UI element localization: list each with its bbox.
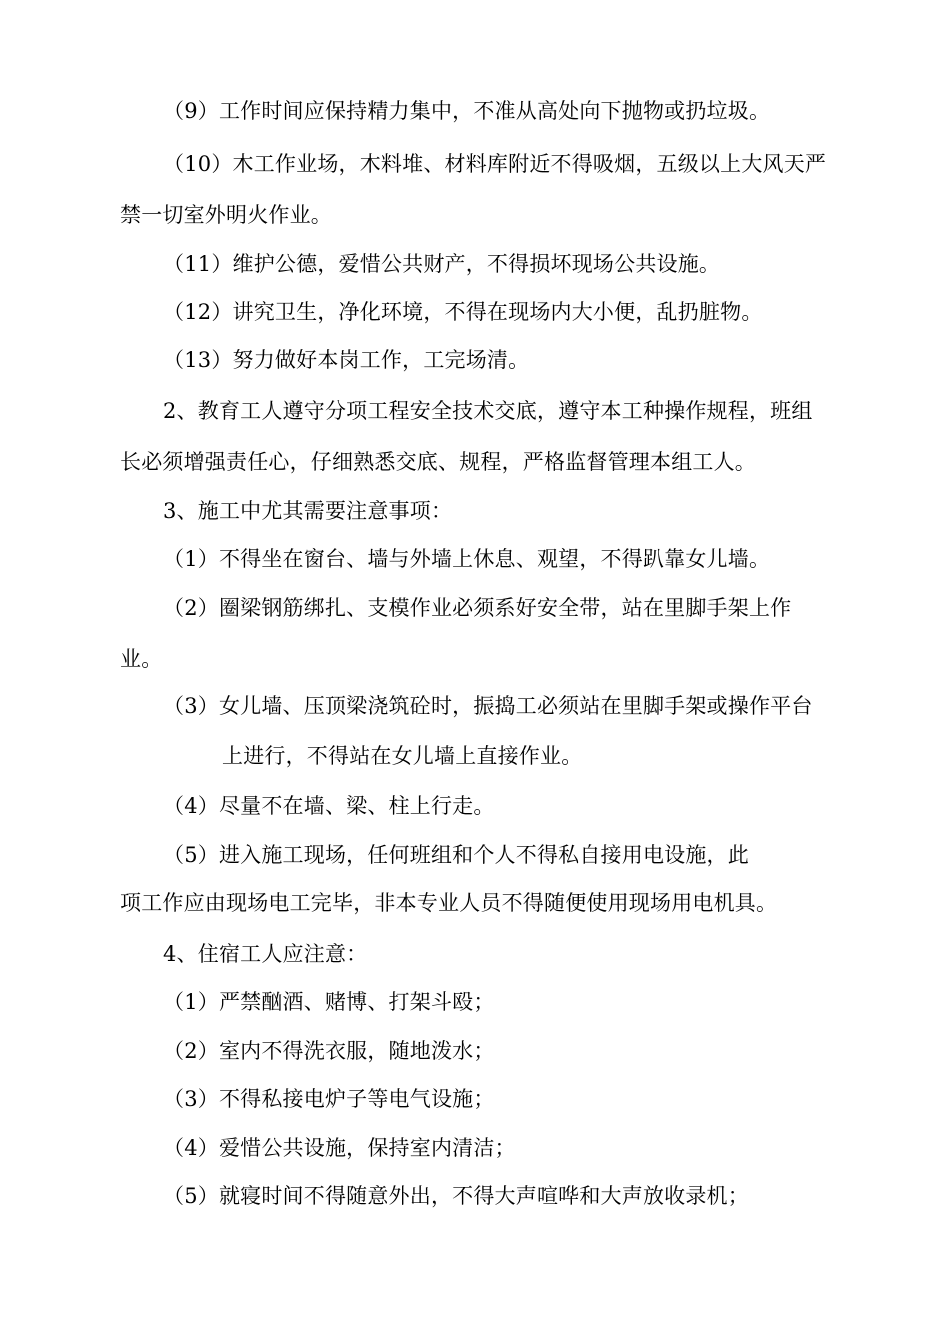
text-line-20: （2）室内不得洗衣服，随地泼水； <box>163 1039 495 1063</box>
text-line-2: （10）木工作业场，木料堆、材料库附近不得吸烟，五级以上大风天严 <box>163 152 827 176</box>
text-line-3: 禁一切室外明火作业。 <box>120 203 332 227</box>
text-line-7: 2、教育工人遵守分项工程安全技术交底，遵守本工种操作规程，班组 <box>163 399 813 423</box>
text-line-5: （12）讲究卫生，净化环境，不得在现场内大小便，乱扔脏物。 <box>163 300 763 324</box>
text-line-4: （11）维护公德，爱惜公共财产，不得损坏现场公共设施。 <box>163 252 721 276</box>
text-line-6: （13）努力做好本岗工作，工完场清。 <box>163 348 530 372</box>
text-line-10: （1）不得坐在窗台、墙与外墙上休息、观望，不得趴靠女儿墙。 <box>163 547 771 571</box>
text-line-23: （5）就寝时间不得随意外出，不得大声喧哗和大声放收录机； <box>163 1184 749 1208</box>
text-line-17: 项工作应由现场电工完毕，非本专业人员不得随便使用现场用电机具。 <box>120 891 778 915</box>
text-line-13: （3）女儿墙、压顶梁浇筑砼时，振捣工必须站在里脚手架或操作平台 <box>163 694 813 718</box>
text-line-19: （1）严禁酗酒、赌博、打架斗殴； <box>163 990 495 1014</box>
text-line-18: 4、住宿工人应注意： <box>163 942 368 966</box>
text-line-22: （4）爱惜公共设施，保持室内清洁； <box>163 1136 516 1160</box>
text-line-11: （2）圈梁钢筋绑扎、支模作业必须系好安全带，站在里脚手架上作 <box>163 596 792 620</box>
text-line-1: （9）工作时间应保持精力集中，不准从高处向下抛物或扔垃圾。 <box>163 99 771 123</box>
text-line-14: 上进行，不得站在女儿墙上直接作业。 <box>222 744 583 768</box>
text-line-15: （4）尽量不在墙、梁、柱上行走。 <box>163 794 495 818</box>
text-line-9: 3、施工中尤其需要注意事项： <box>163 499 453 523</box>
text-line-21: （3）不得私接电炉子等电气设施； <box>163 1087 495 1111</box>
text-line-16: （5）进入施工现场，任何班组和个人不得私自接用电设施，此 <box>163 843 749 867</box>
text-line-8: 长必须增强责任心，仔细熟悉交底、规程，严格监督管理本组工人。 <box>120 450 756 474</box>
text-line-12: 业。 <box>120 647 163 671</box>
